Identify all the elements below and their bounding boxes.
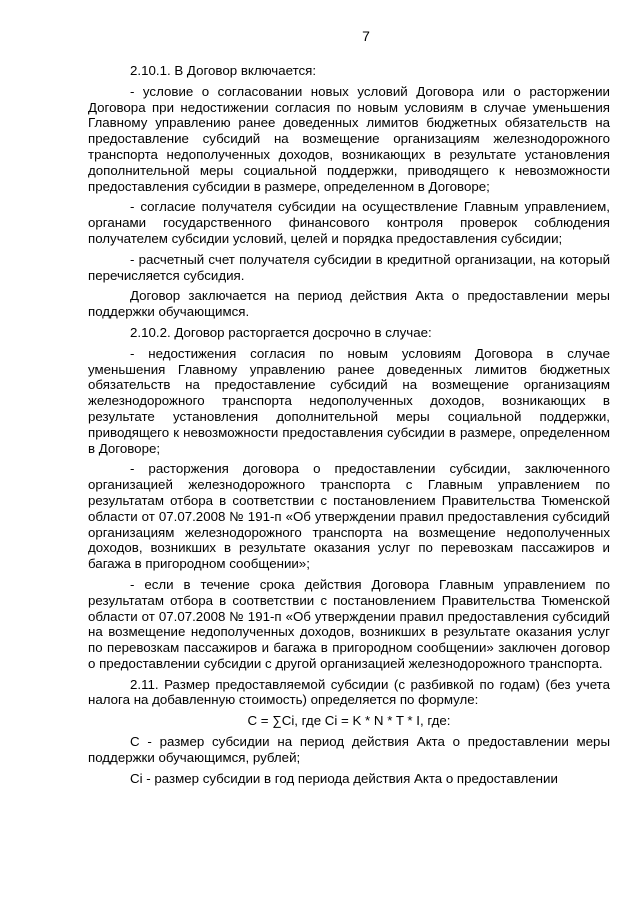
page-number: 7	[362, 28, 370, 44]
paragraph-termination-contract-dissolved: - расторжения договора о предоставлении субсидии, заключенного организацией железнодорожного транспорта с Главным управлением по результатам отбора в соответствии с постановлением Правительства Тюменской области от 07.07.2008 № 191-п «Об утверждении правил предоставления субсидий организациям железнодорожного транспорта на возмещение недополученных доходов, возникших в результате оказания услуг по перевозкам пассажиров и багажа в пригородном сообщении»;	[88, 461, 610, 572]
paragraph-2-10-2-heading: 2.10.2. Договор расторгается досрочно в случае:	[130, 324, 432, 340]
paragraph-termination-other-organization: - если в течение срока действия Договора Главным управлением по результатам отбора в соответствии с постановлением Правительства Тюменской области от 07.07.2008 № 191-п «Об утверждении правил предоставления субсидий на возмещение недополученных доходов, возникших в результате оказания услуг по перевозкам пассажиров и багажа в пригородном сообщении» заключен договор о предоставлении субсидии с другой организацией железнодорожного транспорта.	[88, 576, 610, 671]
paragraph-bank-account: - расчетный счет получателя субсидии в кредитной организации, на который перечисляется субсидия.	[88, 251, 610, 283]
paragraph-consent-inspections: - согласие получателя субсидии на осуществление Главным управлением, органами государственного финансового контроля проверок соблюдения получателем субсидии условий, целей и порядка предоставления субсидии;	[88, 199, 610, 246]
subsidy-formula: С = ∑Сi, где Сi = K * N * T * I, где:	[247, 713, 451, 729]
paragraph-2-10-1-heading: 2.10.1. В Договор включается:	[130, 63, 317, 78]
definition-c: С - размер субсидии на период действия Акта о предоставлении меры поддержки обучающимся, рублей;	[88, 734, 610, 765]
document-body	[88, 63, 610, 789]
paragraph-termination-no-agreement: - недостижения согласия по новым условиям Договора в случае уменьшения Главному управлению ранее доведенных лимитов бюджетных обязательств на предоставление субсидий на возмещение организациям железнодорожного транспорта недополученных доходов, возникающих в результате установления дополнительной меры социальной поддержки, приводящего к невозможности предоставления субсидии в размере, определенном в Договоре;	[88, 345, 610, 456]
paragraph-condition-new-terms: - условие о согласовании новых условий Договора или о расторжении Договора при недостижении согласия по новым условиям в случае уменьшения Главному управлению ранее доведенных лимитов бюджетных обязательств на предоставление субсидий на возмещение организациям железнодорожного транспорта недополученных доходов, возникающих в результате установления дополнительной меры социальной поддержки, приводящего к невозможности предоставления субсидии в размере, определенном в Договоре;	[88, 83, 610, 194]
paragraph-2-11-subsidy-size: 2.11. Размер предоставляемой субсидии (с разбивкой по годам) (без учета налога на добавленную стоимость) определяется по формуле:	[88, 676, 610, 708]
paragraph-contract-period: Договор заключается на период действия Акта о предоставлении меры поддержки обучающимся.	[88, 288, 610, 320]
definition-ci: Сi - размер субсидии в год периода действия Акта о предоставлении	[130, 770, 558, 786]
